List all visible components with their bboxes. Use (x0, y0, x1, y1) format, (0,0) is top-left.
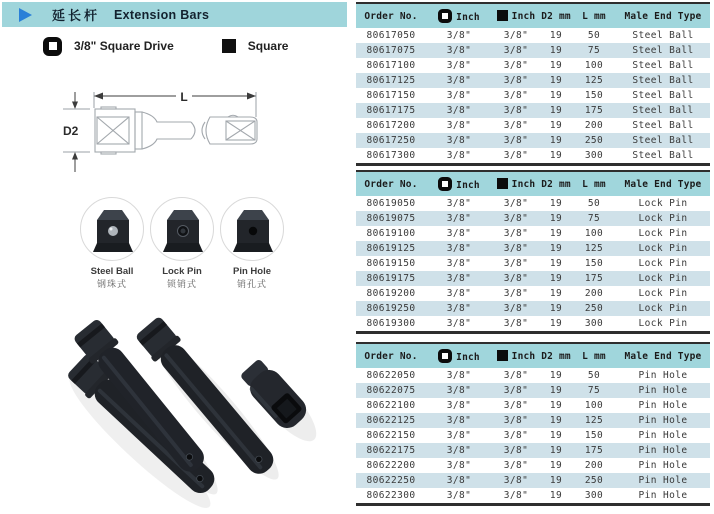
table-cell: 3/8" (503, 228, 529, 239)
table-cell: 3/8" (446, 415, 472, 426)
table-cell: 175 (584, 273, 604, 284)
table-cell: 100 (584, 228, 604, 239)
table-row (356, 473, 710, 488)
table-cell: Pin Hole (638, 460, 688, 471)
pin-hole-label-zh: 销孔式 (236, 279, 267, 289)
table-cell: 3/8" (503, 475, 529, 486)
table-cell: Lock Pin (638, 273, 688, 284)
table-cell: 80619125 (366, 243, 416, 254)
table-cell: 80622250 (366, 475, 416, 486)
table-cell: Pin Hole (638, 445, 688, 456)
column-header-male-end-type: Male End Type (616, 343, 710, 368)
column-header-d2-mm: D2 mm (540, 343, 572, 368)
square-filled-icon (497, 178, 508, 189)
table-cell: 3/8" (503, 60, 529, 71)
column-header-l-mm: L mm (572, 343, 616, 368)
column-header-inch: Inch (426, 3, 492, 28)
column-header-male-end-type: Male End Type (616, 3, 710, 28)
table-cell: 3/8" (446, 385, 472, 396)
lock-pin-photo (150, 197, 214, 261)
table-cell: Lock Pin (638, 228, 688, 239)
table-cell: 19 (549, 490, 563, 501)
table-cell: Pin Hole (638, 400, 688, 411)
table-row (356, 316, 710, 333)
table-cell: 80622150 (366, 430, 416, 441)
table-cell: 200 (584, 460, 604, 471)
table-cell: 80619050 (366, 198, 416, 209)
table-cell: Steel Ball (632, 135, 694, 146)
table-cell: 3/8" (503, 150, 529, 161)
table-cell: 3/8" (503, 120, 529, 131)
table-cell: 80622100 (366, 400, 416, 411)
table-header-row (356, 171, 710, 196)
table-cell: Pin Hole (638, 415, 688, 426)
table-cell: 19 (549, 318, 563, 329)
table-cell: 19 (549, 445, 563, 456)
table-cell: 19 (549, 273, 563, 284)
table-cell: 125 (584, 243, 604, 254)
table-cell: Steel Ball (632, 45, 694, 56)
table-cell: 3/8" (503, 370, 529, 381)
table-cell: Pin Hole (638, 385, 688, 396)
section-title-chinese: 延长杆 (52, 8, 101, 23)
table-cell: 125 (584, 75, 604, 86)
table-cell: 80619100 (366, 228, 416, 239)
table-row (356, 43, 710, 58)
table-cell: 3/8" (446, 90, 472, 101)
table-cell: 300 (584, 318, 604, 329)
table-cell: 3/8" (503, 105, 529, 116)
table-cell: 19 (549, 135, 563, 146)
table-cell: 19 (549, 385, 563, 396)
table-cell: 3/8" (446, 490, 472, 501)
table-cell: 3/8" (503, 75, 529, 86)
column-header-inch: Inch (426, 343, 492, 368)
steel-ball-label-en: Steel Ball (90, 266, 134, 277)
table-cell: 19 (549, 105, 563, 116)
table-cell: 19 (549, 303, 563, 314)
table-row (356, 196, 710, 211)
dim-label-length: L (180, 90, 188, 104)
table-cell: 80619075 (366, 213, 416, 224)
table-cell: Lock Pin (638, 198, 688, 209)
table-cell: 3/8" (503, 213, 529, 224)
table-cell: 50 (587, 198, 601, 209)
table-cell: 80622050 (366, 370, 416, 381)
end-type-pin-hole (207, 197, 297, 290)
table-cell: 50 (587, 370, 601, 381)
column-header-order-no-: Order No. (356, 3, 426, 28)
table-cell: 200 (584, 120, 604, 131)
table-row (356, 286, 710, 301)
table-cell: 3/8" (503, 430, 529, 441)
table-cell: 75 (587, 213, 601, 224)
table-cell: 19 (549, 228, 563, 239)
table-cell: 100 (584, 400, 604, 411)
table-cell: 3/8" (446, 475, 472, 486)
table-cell: 3/8" (446, 243, 472, 254)
table-cell: Steel Ball (632, 150, 694, 161)
table-row (356, 88, 710, 103)
table-cell: 250 (584, 303, 604, 314)
table-cell: Lock Pin (638, 288, 688, 299)
table-cell: 19 (549, 30, 563, 41)
table-cell: 3/8" (503, 273, 529, 284)
spec-table-steel-ball (356, 2, 710, 166)
table-cell: Steel Ball (632, 105, 694, 116)
table-cell: Steel Ball (632, 75, 694, 86)
table-cell: Steel Ball (632, 30, 694, 41)
table-cell: 150 (584, 258, 604, 269)
column-header-d2-mm: D2 mm (540, 3, 572, 28)
table-cell: Lock Pin (638, 258, 688, 269)
extension-bar-outline (95, 107, 257, 154)
table-row (356, 226, 710, 241)
table-cell: 3/8" (503, 45, 529, 56)
table-cell: 3/8" (503, 318, 529, 329)
table-cell: 80619175 (366, 273, 416, 284)
table-row (356, 413, 710, 428)
table-row (356, 256, 710, 271)
table-cell: 3/8" (503, 30, 529, 41)
pin-hole-label-en: Pin Hole (232, 266, 271, 277)
column-header-inch: Inch (492, 171, 540, 196)
drive-legend (43, 34, 288, 58)
square-filled-icon (497, 10, 508, 21)
table-cell: 19 (549, 90, 563, 101)
table-cell: Lock Pin (638, 213, 688, 224)
table-row (356, 458, 710, 473)
table-row (356, 383, 710, 398)
table-cell: 80617300 (366, 150, 416, 161)
extension-bars-photo (52, 312, 337, 512)
table-cell: 80617250 (366, 135, 416, 146)
square-drive-icon (438, 349, 452, 363)
section-banner (2, 2, 347, 27)
table-cell: 175 (584, 105, 604, 116)
table-cell: 250 (584, 135, 604, 146)
table-cell: Pin Hole (638, 475, 688, 486)
table-cell: 80622200 (366, 460, 416, 471)
table-cell: 3/8" (446, 430, 472, 441)
table-cell: 3/8" (503, 243, 529, 254)
table-cell: 19 (549, 45, 563, 56)
table-row (356, 488, 710, 505)
table-cell: 19 (549, 198, 563, 209)
table-header-row (356, 343, 710, 368)
table-cell: 3/8" (503, 385, 529, 396)
table-cell: 80622175 (366, 445, 416, 456)
table-cell: 80617175 (366, 105, 416, 116)
table-cell: 3/8" (446, 150, 472, 161)
table-cell: 3/8" (446, 213, 472, 224)
table-cell: 80617200 (366, 120, 416, 131)
table-cell: Steel Ball (632, 120, 694, 131)
square-drive-label: 3/8" Square Drive (74, 39, 174, 53)
spec-table-lock-pin (356, 170, 710, 334)
column-header-d2-mm: D2 mm (540, 171, 572, 196)
column-header-l-mm: L mm (572, 3, 616, 28)
table-cell: 3/8" (446, 105, 472, 116)
table-cell: 3/8" (446, 120, 472, 131)
table-row (356, 148, 710, 165)
column-header-l-mm: L mm (572, 171, 616, 196)
lock-pin-label-zh: 锁销式 (166, 279, 197, 289)
table-cell: 3/8" (446, 273, 472, 284)
table-cell: 3/8" (446, 228, 472, 239)
table-cell: 80622125 (366, 415, 416, 426)
table-cell: 80617100 (366, 60, 416, 71)
square-drive-icon (438, 177, 452, 191)
dimension-diagram (56, 84, 301, 184)
table-cell: 19 (549, 400, 563, 411)
table-row (356, 73, 710, 88)
lock-pin-head-icon (158, 203, 206, 255)
table-cell: 19 (549, 120, 563, 131)
section-title-english: Extension Bars (114, 7, 210, 22)
table-cell: Pin Hole (638, 370, 688, 381)
table-cell: 3/8" (503, 198, 529, 209)
table-cell: 80617075 (366, 45, 416, 56)
table-cell: 3/8" (503, 460, 529, 471)
table-cell: 3/8" (446, 445, 472, 456)
table-cell: 19 (549, 460, 563, 471)
table-cell: Lock Pin (638, 303, 688, 314)
table-row (356, 133, 710, 148)
table-cell: 80617125 (366, 75, 416, 86)
table-cell: Lock Pin (638, 243, 688, 254)
table-cell: 19 (549, 475, 563, 486)
table-cell: 3/8" (446, 318, 472, 329)
table-cell: 300 (584, 150, 604, 161)
pin-hole-photo (220, 197, 284, 261)
table-cell: 80617150 (366, 90, 416, 101)
table-row (356, 398, 710, 413)
table-cell: 3/8" (446, 45, 472, 56)
column-header-male-end-type: Male End Type (616, 171, 710, 196)
table-row (356, 241, 710, 256)
table-cell: 3/8" (503, 90, 529, 101)
column-header-inch: Inch (492, 3, 540, 28)
table-cell: 3/8" (446, 400, 472, 411)
table-cell: Pin Hole (638, 490, 688, 501)
column-header-inch: Inch (426, 171, 492, 196)
square-drive-icon (438, 9, 452, 23)
lock-pin-label-en: Lock Pin (162, 266, 202, 277)
table-cell: 19 (549, 213, 563, 224)
table-row (356, 103, 710, 118)
square-filled-icon (222, 39, 236, 53)
table-cell: 250 (584, 475, 604, 486)
column-header-inch: Inch (492, 343, 540, 368)
table-cell: 3/8" (503, 445, 529, 456)
table-cell: 19 (549, 430, 563, 441)
table-cell: 80617050 (366, 30, 416, 41)
column-header-order-no-: Order No. (356, 343, 426, 368)
table-cell: 80622300 (366, 490, 416, 501)
table-cell: 3/8" (446, 370, 472, 381)
table-cell: 150 (584, 430, 604, 441)
table-cell: 80619150 (366, 258, 416, 269)
table-cell: 3/8" (446, 30, 472, 41)
table-cell: 100 (584, 60, 604, 71)
table-cell: 50 (587, 30, 601, 41)
table-cell: 3/8" (503, 135, 529, 146)
square-drive-icon (43, 37, 62, 56)
table-row (356, 58, 710, 73)
table-cell: 19 (549, 288, 563, 299)
table-cell: 75 (587, 45, 601, 56)
table-cell: 125 (584, 415, 604, 426)
steel-ball-head-icon (88, 203, 136, 255)
table-cell: Steel Ball (632, 60, 694, 71)
table-header-row (356, 3, 710, 28)
table-cell: Pin Hole (638, 430, 688, 441)
table-row (356, 211, 710, 226)
table-cell: 175 (584, 445, 604, 456)
table-cell: 3/8" (503, 415, 529, 426)
table-cell: 3/8" (446, 460, 472, 471)
steel-ball-label-zh: 钢珠式 (96, 279, 127, 289)
table-cell: 80619200 (366, 288, 416, 299)
table-row (356, 428, 710, 443)
triangle-bullet-icon (19, 8, 32, 22)
table-cell: 19 (549, 75, 563, 86)
table-cell: Lock Pin (638, 318, 688, 329)
table-cell: 80619250 (366, 303, 416, 314)
table-cell: 80619300 (366, 318, 416, 329)
table-cell: 150 (584, 90, 604, 101)
square-filled-icon (497, 350, 508, 361)
table-cell: 200 (584, 288, 604, 299)
table-cell: 3/8" (446, 198, 472, 209)
table-cell: 3/8" (446, 258, 472, 269)
table-cell: 3/8" (503, 303, 529, 314)
table-cell: 19 (549, 243, 563, 254)
table-cell: 19 (549, 150, 563, 161)
table-row (356, 118, 710, 133)
table-cell: 75 (587, 385, 601, 396)
table-cell: 3/8" (446, 75, 472, 86)
table-cell: 3/8" (446, 303, 472, 314)
table-row (356, 28, 710, 43)
table-cell: 300 (584, 490, 604, 501)
table-cell: 3/8" (446, 60, 472, 71)
table-cell: 3/8" (446, 135, 472, 146)
table-row (356, 271, 710, 286)
table-row (356, 368, 710, 383)
table-cell: 19 (549, 60, 563, 71)
table-cell: 19 (549, 415, 563, 426)
table-cell: 3/8" (503, 400, 529, 411)
square-label: Square (247, 39, 289, 53)
table-row (356, 301, 710, 316)
spec-table-pin-hole (356, 342, 710, 506)
table-cell: 3/8" (503, 258, 529, 269)
table-cell: Steel Ball (632, 90, 694, 101)
table-row (356, 443, 710, 458)
table-cell: 80622075 (366, 385, 416, 396)
pin-hole-head-icon (228, 203, 276, 255)
table-cell: 3/8" (503, 288, 529, 299)
table-cell: 19 (549, 258, 563, 269)
steel-ball-photo (80, 197, 144, 261)
table-cell: 3/8" (446, 288, 472, 299)
column-header-order-no-: Order No. (356, 171, 426, 196)
dim-label-diameter: D2 (63, 124, 79, 138)
table-cell: 3/8" (503, 490, 529, 501)
table-cell: 19 (549, 370, 563, 381)
